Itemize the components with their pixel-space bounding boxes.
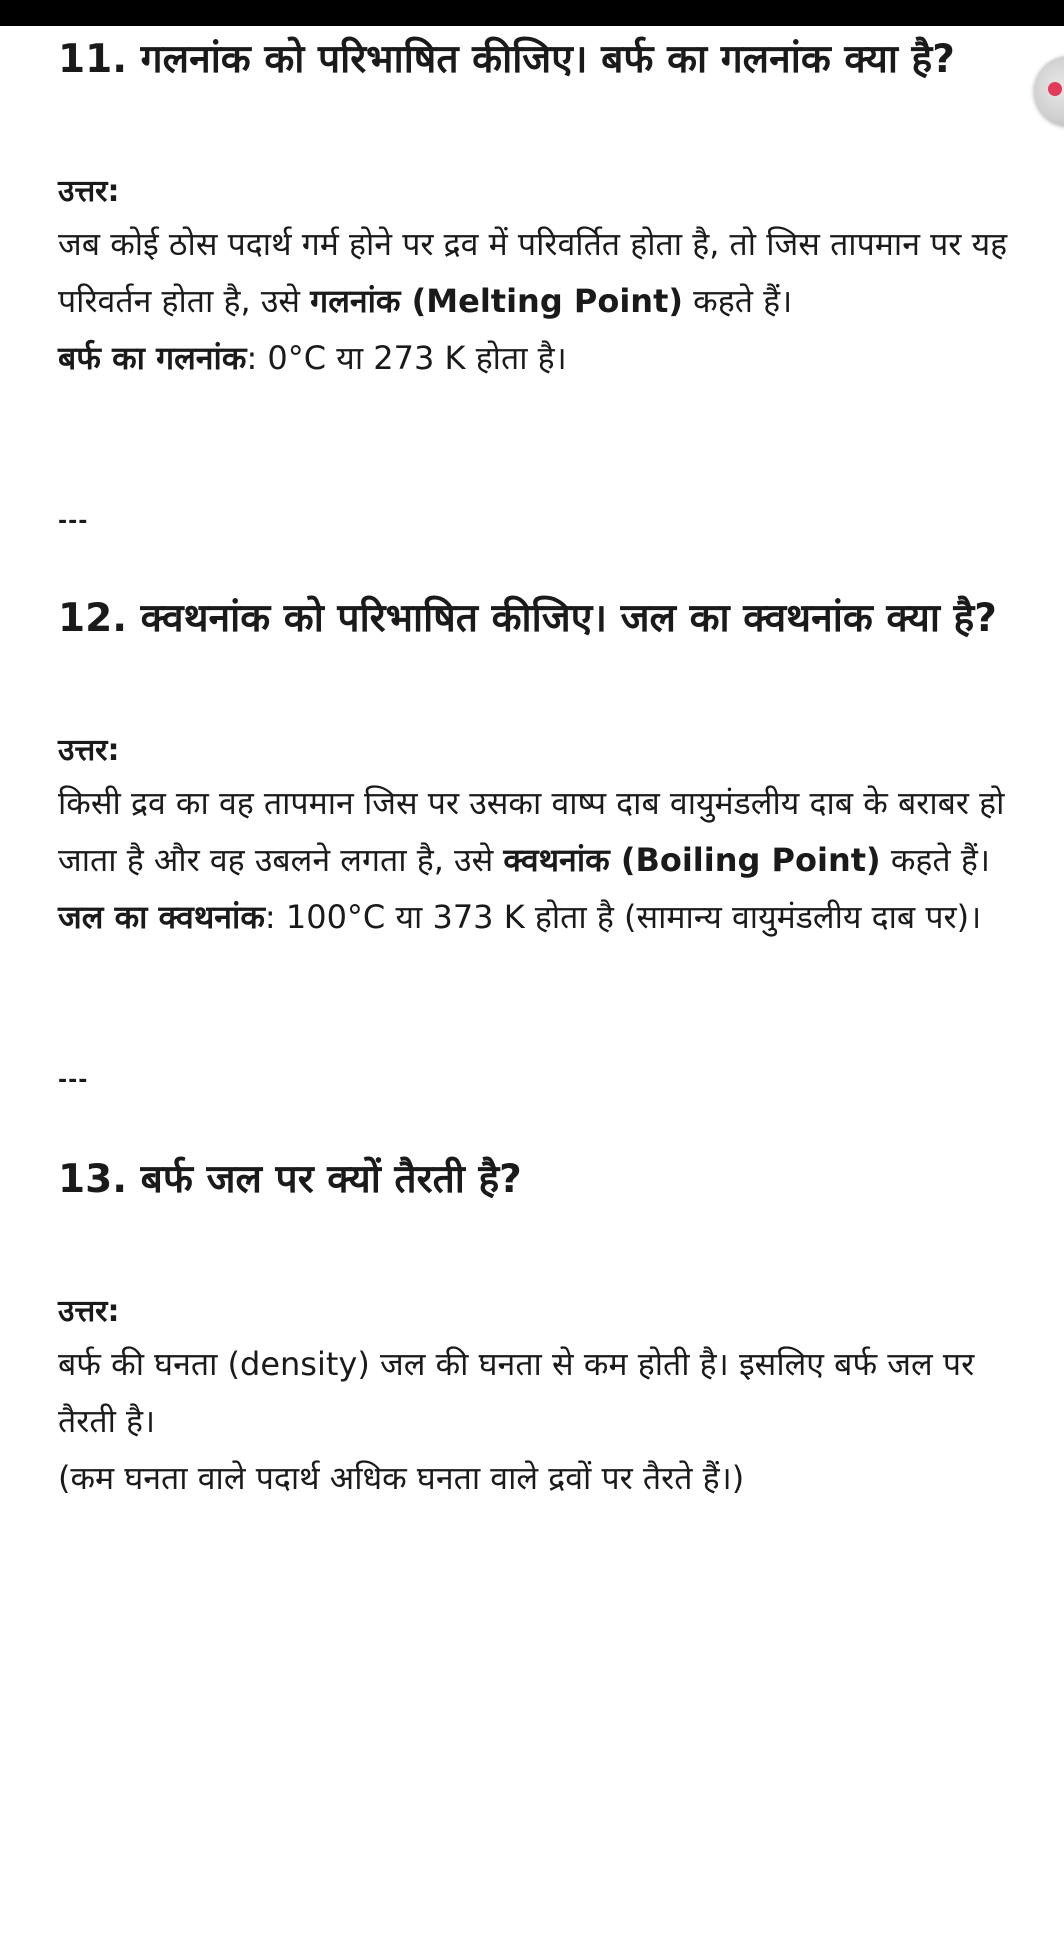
term-label: जल का क्वथनांक bbox=[58, 898, 265, 936]
term-boiling-point: क्वथनांक (Boiling Point) bbox=[503, 841, 881, 879]
answer-paragraph: बर्फ की घनता (density) जल की घनता से कम होती है। इसलिए बर्फ जल पर तैरती है। bbox=[58, 1345, 975, 1440]
question-title: 11. गलनांक को परिभाषित कीजिए। बर्फ का गलनांक क्या है? bbox=[58, 37, 955, 82]
section-separator: --- bbox=[58, 509, 89, 534]
term-melting-point: गलनांक (Melting Point) bbox=[310, 282, 683, 320]
answer-label: उत्तर: bbox=[58, 1294, 120, 1329]
question-11 bbox=[58, 28, 1018, 387]
answer-paragraph: जब कोई ठोस पदार्थ गर्म होने पर द्रव में परिवर्तित होता है, तो जिस तापमान पर यह परिवर्तन होता है, उसे गलनांक (Melting Point) कहते हैं। bbox=[58, 225, 1008, 320]
question-13 bbox=[58, 1148, 1018, 1507]
section-separator: --- bbox=[58, 1068, 89, 1093]
question-12 bbox=[58, 587, 1018, 946]
answer-label: उत्तर: bbox=[58, 174, 120, 209]
answer-paragraph: किसी द्रव का वह तापमान जिस पर उसका वाष्प दाब वायुमंडलीय दाब के बराबर हो जाता है और वह उबलने लगता है, उसे क्वथनांक (Boiling Point) कहते हैं। bbox=[58, 784, 1005, 879]
answer-label: उत्तर: bbox=[58, 733, 120, 768]
question-title: 12. क्वथनांक को परिभाषित कीजिए। जल का क्वथनांक क्या है? bbox=[58, 596, 997, 641]
question-title: 13. बर्फ जल पर क्यों तैरती है? bbox=[58, 1157, 522, 1202]
floating-bubble-button[interactable] bbox=[1034, 56, 1064, 126]
term-label: बर्फ का गलनांक bbox=[58, 339, 247, 377]
document-content bbox=[58, 28, 1018, 1507]
notification-dot-icon bbox=[1048, 82, 1062, 96]
top-status-bar bbox=[0, 0, 1064, 26]
answer-value-line: बर्फ का गलनांक: 0°C या 273 K होता है। bbox=[58, 339, 567, 377]
answer-note: (कम घनता वाले पदार्थ अधिक घनता वाले द्रवों पर तैरते हैं।) bbox=[58, 1459, 745, 1497]
answer-value-line: जल का क्वथनांक: 100°C या 373 K होता है (सामान्य वायुमंडलीय दाब पर)। bbox=[58, 898, 982, 936]
